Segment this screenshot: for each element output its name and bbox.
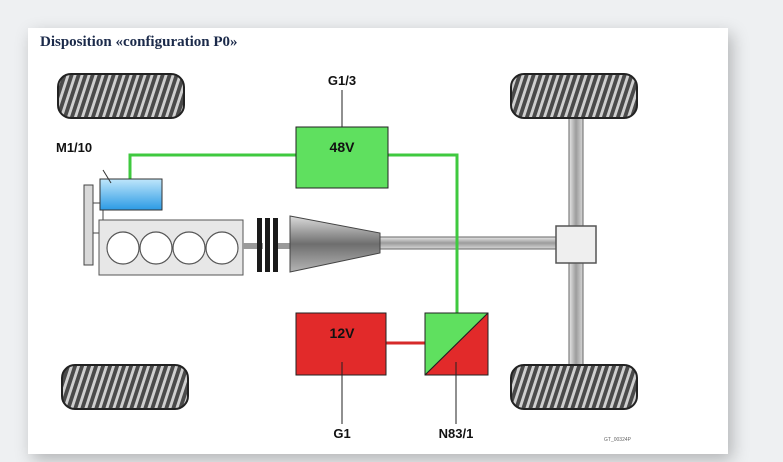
figure-code: GT_00324P [604,437,631,443]
wheel-rear-left [62,365,188,409]
wheel-rear-right [511,365,637,409]
propeller-shaft [378,237,560,249]
dc-converter-label: N83/1 [438,426,474,441]
battery-12v [296,313,386,375]
rear-differential [556,226,596,263]
wheel-front-right [511,74,637,118]
wheel-front-left [58,74,184,118]
battery-12v-id-label: G1 [333,426,351,441]
belt-pulley [84,185,93,265]
motor-generator-block [100,179,162,210]
battery-48v-voltage-label: 48V [329,139,355,155]
gearbox [290,216,380,272]
wire-48v-to-motor [130,155,296,180]
motor-generator-label: M1/10 [56,140,93,155]
diagram-title: Disposition «configuration P0» [40,34,238,50]
battery-12v-voltage-label: 12V [329,325,355,341]
battery-48v-id-label: G1/3 [327,73,357,88]
clutch [243,218,290,272]
wire-48v-to-converter [388,155,457,313]
battery-48v [296,127,388,188]
